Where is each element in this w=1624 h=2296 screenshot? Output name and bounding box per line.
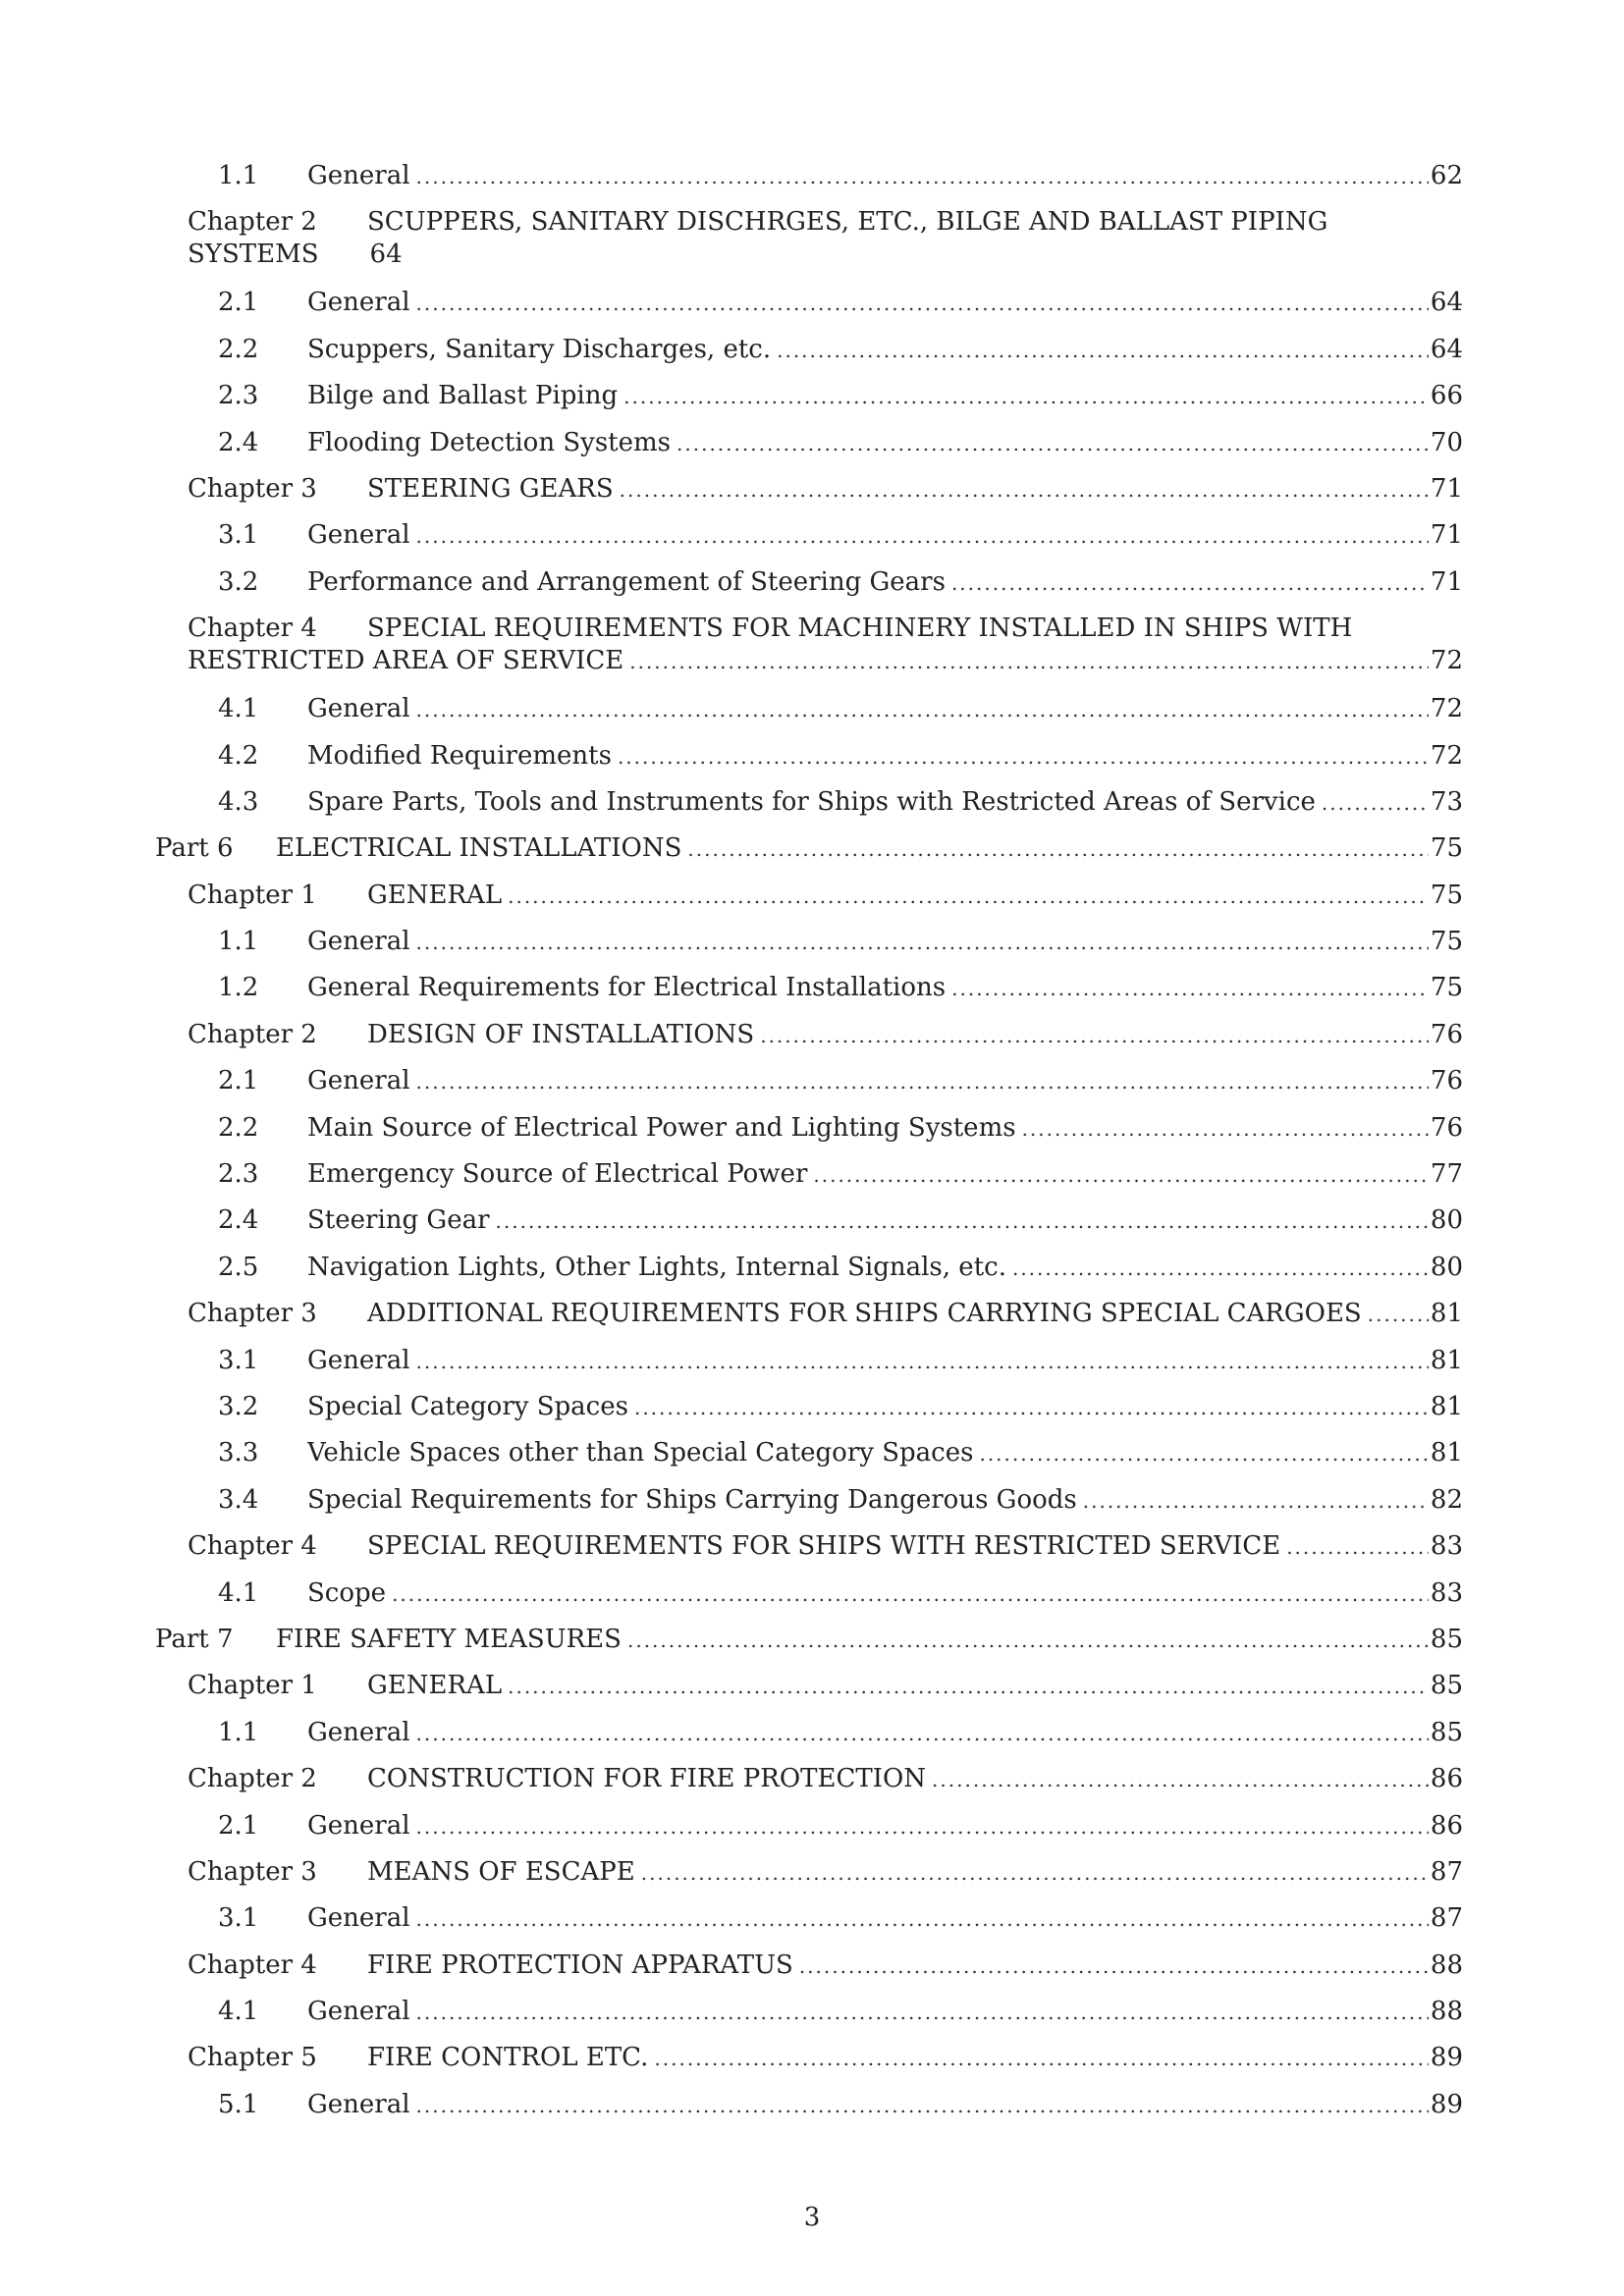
entry-page: 71 (1430, 520, 1463, 551)
page-number: 3 (803, 2203, 821, 2232)
entry-title: FIRE SAFETY MEASURES (276, 1624, 622, 1654)
entry-number: 3.1 (218, 520, 259, 551)
entry-title: Main Source of Electrical Power and Lighting Systems (307, 1112, 1016, 1143)
entry-page: 88 (1430, 1997, 1463, 2027)
toc-entry[interactable] (0, 1756, 1624, 1802)
table-of-contents (0, 153, 1624, 2128)
toc-entry[interactable] (0, 1105, 1624, 1151)
entry-number: Chapter 3 (188, 1299, 317, 1329)
entry-page: 81 (1430, 1299, 1463, 1329)
entry-number: 2.5 (218, 1252, 259, 1282)
entry-number: 2.1 (218, 1810, 259, 1841)
entry-title: Scope (307, 1577, 387, 1608)
toc-entry[interactable] (0, 1338, 1624, 1384)
entry-number: Chapter 5 (188, 2043, 317, 2073)
entry-title: ELECTRICAL INSTALLATIONS (276, 833, 682, 864)
entry-number: 3.4 (218, 1484, 259, 1515)
toc-entry[interactable] (0, 2082, 1624, 2128)
entry-title: ADDITIONAL REQUIREMENTS FOR SHIPS CARRYING SPECIAL CARGOES (367, 1299, 1362, 1329)
toc-entry[interactable] (0, 280, 1624, 326)
toc-entry[interactable] (0, 779, 1624, 826)
entry-number: 4.1 (218, 1577, 259, 1608)
entry-title: Vehicle Spaces other than Special Category Spaces (307, 1438, 974, 1468)
entry-number: 2.2 (218, 1112, 259, 1143)
entry-number: Part 7 (155, 1624, 234, 1654)
toc-entry[interactable] (0, 153, 1624, 199)
entry-page: 89 (1430, 2043, 1463, 2073)
entry-number: Chapter 2 (188, 1764, 317, 1794)
entry-title: MEANS OF ESCAPE (367, 1856, 635, 1887)
entry-page: 75 (1430, 833, 1463, 864)
toc-entry[interactable] (0, 373, 1624, 419)
entry-title: STEERING GEARS (367, 473, 614, 504)
entry-title: General (307, 1066, 410, 1096)
entry-title-continued: SYSTEMS (188, 240, 319, 270)
entry-page: 87 (1430, 1903, 1463, 1934)
entry-title: General Requirements for Electrical Installations (307, 973, 947, 1003)
entry-page: 89 (1430, 2089, 1463, 2119)
entry-page: 81 (1430, 1438, 1463, 1468)
entry-number: Chapter 4 (188, 1949, 317, 1980)
entry-title: Scuppers, Sanitary Discharges, etc. (307, 334, 772, 364)
toc-entry[interactable] (0, 1058, 1624, 1104)
toc-entry[interactable] (0, 1384, 1624, 1430)
entry-title-continued: RESTRICTED AREA OF SERVICE (188, 646, 624, 676)
entry-number: 4.3 (218, 786, 259, 817)
toc-entry[interactable] (0, 1291, 1624, 1337)
toc-entry[interactable] (0, 1571, 1624, 1617)
toc-entry[interactable] (0, 1523, 1624, 1570)
entry-page: 86 (1430, 1764, 1463, 1794)
entry-number: 4.1 (218, 694, 259, 724)
entry-number: Chapter 1 (188, 1671, 317, 1701)
entry-page: 62 (1430, 161, 1463, 190)
entry-page: 77 (1430, 1159, 1463, 1190)
entry-title: FIRE CONTROL ETC. (367, 2043, 649, 2073)
entry-title: General (307, 161, 410, 190)
toc-entry[interactable] (0, 1617, 1624, 1663)
entry-page: 73 (1430, 786, 1463, 817)
entry-title: General (307, 1997, 410, 2027)
entry-number: Chapter 4 (188, 1531, 317, 1562)
entry-page: 85 (1430, 1624, 1463, 1654)
entry-title: Steering Gear (307, 1205, 490, 1236)
entry-page: 85 (1430, 1717, 1463, 1747)
toc-entry[interactable] (0, 1989, 1624, 2035)
toc-entry[interactable] (0, 466, 1624, 512)
entry-title: SPECIAL REQUIREMENTS FOR MACHINERY INSTALLED IN SHIPS WITH (367, 614, 1353, 644)
toc-entry[interactable] (0, 1012, 1624, 1058)
entry-page: 75 (1430, 880, 1463, 910)
entry-title: General (307, 2089, 410, 2119)
entry-page: 83 (1430, 1531, 1463, 1562)
entry-page: 64 (1430, 334, 1463, 364)
entry-number: Chapter 3 (188, 1856, 317, 1887)
toc-entry[interactable] (0, 919, 1624, 965)
toc-entry[interactable] (0, 1896, 1624, 1942)
entry-page: 64 (1430, 288, 1463, 318)
entry-page: 72 (1430, 694, 1463, 724)
toc-entry[interactable] (0, 327, 1624, 373)
toc-entry[interactable] (0, 2035, 1624, 2081)
entry-title: General (307, 694, 410, 724)
toc-entry[interactable] (0, 1849, 1624, 1896)
toc-entry[interactable] (0, 1710, 1624, 1756)
entry-page: 70 (1430, 427, 1463, 457)
entry-number: 2.2 (218, 334, 259, 364)
entry-page: 80 (1430, 1252, 1463, 1282)
toc-entry[interactable] (0, 686, 1624, 732)
entry-page: 66 (1430, 381, 1463, 411)
entry-title: GENERAL (367, 1671, 503, 1701)
toc-entry[interactable] (0, 420, 1624, 466)
entry-number: Chapter 3 (188, 473, 317, 504)
entry-page: 76 (1430, 1112, 1463, 1143)
toc-entry[interactable] (0, 1430, 1624, 1476)
entry-page: 76 (1430, 1019, 1463, 1049)
toc-entry[interactable] (0, 826, 1624, 872)
entry-number: 3.2 (218, 1391, 259, 1421)
toc-entry[interactable] (0, 1803, 1624, 1849)
entry-page: 75 (1430, 973, 1463, 1003)
toc-entry[interactable] (0, 1151, 1624, 1198)
entry-number: 3.2 (218, 566, 259, 597)
entry-title: SCUPPERS, SANITARY DISCHRGES, ETC., BILGE AND BALLAST PIPING (367, 207, 1328, 238)
entry-number: Chapter 2 (188, 1019, 317, 1049)
entry-number: 3.1 (218, 1345, 259, 1375)
entry-title: Special Requirements for Ships Carrying Dangerous Goods (307, 1484, 1077, 1515)
toc-entry[interactable] (0, 873, 1624, 919)
toc-entry[interactable] (0, 1477, 1624, 1523)
entry-title: Navigation Lights, Other Lights, Internal Signals, etc. (307, 1252, 1006, 1282)
entry-title: General (307, 1903, 410, 1934)
entry-number: 4.2 (218, 740, 259, 771)
entry-number: 1.1 (218, 927, 259, 957)
entry-page: 75 (1430, 927, 1463, 957)
entry-page: 71 (1430, 473, 1463, 504)
entry-title: General (307, 1810, 410, 1841)
entry-number: Chapter 4 (188, 614, 317, 644)
entry-page: 72 (1430, 740, 1463, 771)
entry-number: 3.1 (218, 1903, 259, 1934)
entry-page: 85 (1430, 1671, 1463, 1701)
toc-entry[interactable] (0, 1245, 1624, 1291)
entry-page: 86 (1430, 1810, 1463, 1841)
entry-title: Spare Parts, Tools and Instruments for Ships with Restricted Areas of Service (307, 786, 1316, 817)
toc-entry[interactable] (0, 1663, 1624, 1709)
entry-page: 80 (1430, 1205, 1463, 1236)
entry-title: General (307, 1717, 410, 1747)
entry-title: Flooding Detection Systems (307, 427, 672, 457)
toc-entry[interactable] (0, 512, 1624, 559)
entry-number: 2.4 (218, 427, 259, 457)
entry-number: 3.3 (218, 1438, 259, 1468)
entry-page: 81 (1430, 1391, 1463, 1421)
entry-number: 2.4 (218, 1205, 259, 1236)
entry-number: 1.1 (218, 1717, 259, 1747)
entry-page: 81 (1430, 1345, 1463, 1375)
entry-number: Chapter 2 (188, 207, 317, 238)
entry-title: GENERAL (367, 880, 503, 910)
entry-page: 64 (369, 240, 403, 270)
toc-entry[interactable] (0, 606, 1624, 686)
entry-page: 82 (1430, 1484, 1463, 1515)
entry-title: Emergency Source of Electrical Power (307, 1159, 808, 1190)
entry-number: 2.3 (218, 381, 259, 411)
entry-number: 1.2 (218, 973, 259, 1003)
toc-entry[interactable] (0, 560, 1624, 606)
entry-number: 2.1 (218, 288, 259, 318)
entry-title: FIRE PROTECTION APPARATUS (367, 1949, 793, 1980)
entry-title: General (307, 520, 410, 551)
entry-title: CONSTRUCTION FOR FIRE PROTECTION (367, 1764, 927, 1794)
entry-title: General (307, 288, 410, 318)
entry-number: 2.1 (218, 1066, 259, 1096)
toc-entry[interactable] (0, 965, 1624, 1011)
toc-entry[interactable] (0, 199, 1624, 280)
toc-entry[interactable] (0, 733, 1624, 779)
entry-title: Special Category Spaces (307, 1391, 628, 1421)
entry-number: 1.1 (218, 161, 259, 190)
entry-number: 4.1 (218, 1997, 259, 2027)
entry-title: Bilge and Ballast Piping (307, 381, 619, 411)
entry-number: Part 6 (155, 833, 234, 864)
toc-entry[interactable] (0, 1198, 1624, 1244)
entry-number: Chapter 1 (188, 880, 317, 910)
toc-entry[interactable] (0, 1943, 1624, 1989)
entry-title: Modified Requirements (307, 740, 612, 771)
entry-page: 83 (1430, 1577, 1463, 1608)
entry-number: 2.3 (218, 1159, 259, 1190)
entry-title: General (307, 1345, 410, 1375)
entry-title: Performance and Arrangement of Steering Gears (307, 566, 946, 597)
entry-page: 71 (1430, 566, 1463, 597)
entry-title: SPECIAL REQUIREMENTS FOR SHIPS WITH RESTRICTED SERVICE (367, 1531, 1281, 1562)
entry-page: 88 (1430, 1949, 1463, 1980)
entry-title: General (307, 927, 410, 957)
entry-page: 72 (1430, 646, 1463, 676)
entry-title: DESIGN OF INSTALLATIONS (367, 1019, 755, 1049)
entry-page: 76 (1430, 1066, 1463, 1096)
entry-number: 5.1 (218, 2089, 259, 2119)
entry-page: 87 (1430, 1856, 1463, 1887)
